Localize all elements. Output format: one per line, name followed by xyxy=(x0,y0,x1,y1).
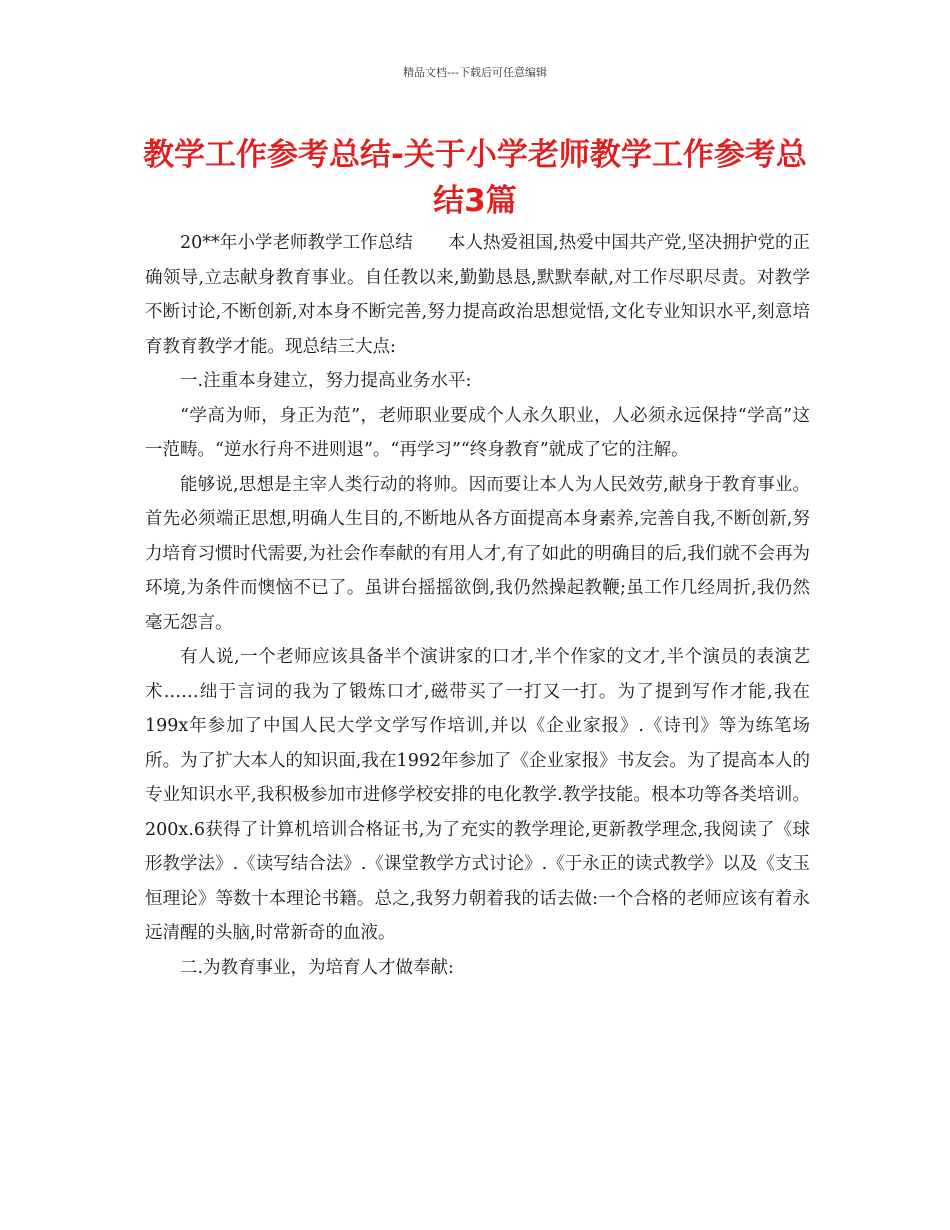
document-title: 教学工作参考总结-关于小学老师教学工作参考总结3篇 xyxy=(143,137,807,219)
section-heading-1: 一.注重本身建立，努力提高业务水平: xyxy=(180,371,472,391)
document-body xyxy=(145,226,810,985)
paragraph-study: 有人说,一个老师应该具备半个演讲家的口才,半个作家的文才,半个演员的表演艺术……绌于言词的我为了锻炼口才,磁带买了一打又一打。为了提到写作才能,我在199x年参加了中国人民大学文学写作培训,并以《企业家报》.《诗刊》等为练笔场所。为了扩大本人的知识面,我在1992年参加了《企业家报》书友会。为了提高本人的专业知识水平,我积极参加市进修学校安排的电化教学.教学技能。根本功等各类培训。200x.6获得了计算机培训合格证书,为了充实的教学理论,更新教学理念,我阅读了《球形教学法》.《读写结合法》.《课堂教学方式讨论》.《于永正的读式教学》以及《支玉恒理论》等数十本理论书籍。总之,我努力朝着我的话去做:一个合格的老师应该有着永远清醒的头脑,时常新奇的血液。 xyxy=(145,647,810,943)
paragraph-intro: 20**年小学老师教学工作总结 本人热爱祖国,热爱中国共产党,坚决拥护党的正确领导,立志献身教育事业。自任教以来,勤勤恳恳,默默奉献,对工作尽职尽责。对教学不断讨论,不断创新,对本身不断完善,努力提高政治思想觉悟,文化专业知识水平,刻意培育教育教学才能。现总结三大点: xyxy=(145,233,810,357)
section-heading-2: 二.为教育事业，为培育人才做奉献: xyxy=(180,957,454,978)
paragraph-quote: “学高为师，身正为范”，老师职业要成个人永久职业，人必须永远保持“学高”这一范畴。“逆水行舟不进则退”。“再学习”“终身教育”就成了它的注解。 xyxy=(145,405,810,460)
header-note: 精品文档---下载后可任意编辑 xyxy=(403,66,547,79)
paragraph-thought: 能够说,思想是主宰人类行动的将帅。因而要让本人为人民效劳,献身于教育事业。首先必须端正思想,明确人生目的,不断地从各方面提高本身素养,完善自我,不断创新,努力培育习惯时代需要,为社会作奉献的有用人才,有了如此的明确目的后,我们就不会再为环境,为条件而懊恼不已了。虽讲台摇摇欲倒,我仍然操起教鞭;虽工作几经周折,我仍然毫无怨言。 xyxy=(145,474,810,633)
